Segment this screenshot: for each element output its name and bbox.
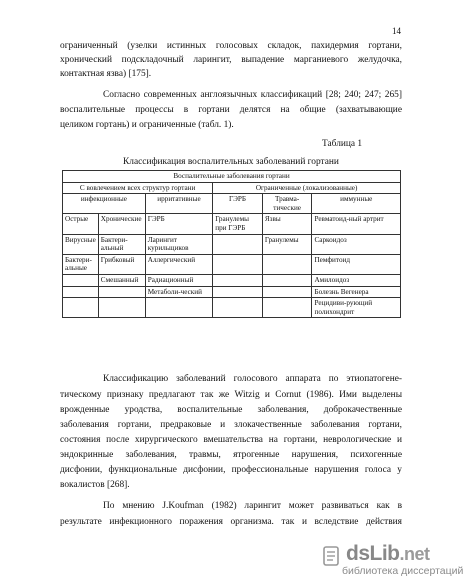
table-cell: Гранулемы: [262, 234, 312, 254]
table-cell: Хронические: [98, 214, 145, 234]
table-cell: ГЭРБ: [145, 214, 212, 234]
paragraph-3-line-6: эндокринные заболевания, травмы, ятрогенные нарушения, психогенные: [60, 450, 402, 460]
table-sub-trauma: Травма-тические: [262, 194, 312, 214]
paragraph-1-line-1: ограниченный (узелки истинных голосовых складок, пахидермия гортани,: [60, 41, 402, 51]
table-cell: Амилоидоз: [312, 274, 401, 286]
table-sub-gerd: ГЭРБ: [213, 194, 263, 214]
table-cell: Ларингит курильщиков: [145, 234, 212, 254]
table-sub-irritative: ирритативные: [145, 194, 212, 214]
table-cell: Бактери-альные: [63, 254, 99, 274]
table-cell: Радиационный: [145, 274, 212, 286]
table-row: [63, 274, 401, 286]
table-row: [63, 214, 401, 234]
table-cell: [213, 254, 263, 274]
table-cell: Метаболи-ческий: [145, 286, 212, 298]
watermark-brand: [346, 542, 430, 566]
table-cell: [63, 286, 99, 298]
classification-table: [62, 170, 401, 318]
table-cell: [262, 254, 312, 274]
table-cell: Аллергический: [145, 254, 212, 274]
table-group-row: [63, 182, 401, 194]
table-cell: Острые: [63, 214, 99, 234]
paragraph-1-line-3: контактная язва) [175].: [60, 69, 152, 79]
paragraph-3-line-3: врожденные уродства, воспалительные заболевания, доброкачественные: [60, 405, 402, 415]
table-cell: [98, 286, 145, 298]
table-cell: [213, 274, 263, 286]
table-cell: Вирусные: [63, 234, 99, 254]
table-sub-infectious: инфекционные: [63, 194, 146, 214]
table-cell: [213, 234, 263, 254]
table-cell: Смешанный: [98, 274, 145, 286]
table-cell: [262, 298, 312, 318]
table-cell: Гранулемы при ГЭРБ: [213, 214, 263, 234]
paragraph-3-line-2: тическому признаку предлагают так же Witzig и Cornut (1986). Ими выделены: [60, 390, 402, 400]
watermark-subtitle: библиотека диссертаций: [342, 565, 463, 577]
table-cell: Болезнь Вегенера: [312, 286, 401, 298]
table-row: [63, 234, 401, 254]
table-label: Таблица 1: [322, 139, 363, 149]
table-row: [63, 286, 401, 298]
table-cell: Грибковый: [98, 254, 145, 274]
table-cell: [262, 286, 312, 298]
watermark: [322, 542, 463, 578]
table-cell: [63, 298, 99, 318]
paragraph-2-line-1: Согласно современных англоязычных классификаций [28; 240; 247; 265]: [103, 90, 402, 100]
table-header-row: [63, 171, 401, 183]
paragraph-2-line-3: целиком гортань) и ограниченные (табл. 1).: [60, 120, 234, 130]
table-cell: [145, 298, 212, 318]
watermark-brand-name: dsLib: [346, 542, 400, 565]
table-header-main: Воспалительные заболевания гортани: [63, 171, 401, 183]
table-cell: Бактери-альный: [98, 234, 145, 254]
paragraph-3-line-8: вокалистов [268].: [60, 480, 130, 490]
page-number: 14: [392, 26, 401, 36]
watermark-brand-tld: .net: [399, 544, 430, 564]
table-group-limited: Ограниченные (локализованные): [213, 182, 401, 194]
table-cell: [213, 286, 263, 298]
table-title: Классификация воспалительных заболеваний гортани: [123, 157, 339, 167]
table-cell: [213, 298, 263, 318]
paragraph-4-line-1: По мнению J.Koufman (1982) ларингит может развиваться как в: [103, 501, 402, 511]
table-group-general: С вовлечением всех структур гортани: [63, 182, 213, 194]
table-cell: Пемфитоид: [312, 254, 401, 274]
paragraph-2-line-2: воспалительные процессы в гортани делятся на общие (захватывающие: [60, 105, 402, 115]
table-subheader-row: [63, 194, 401, 214]
paragraph-3-line-1: Классификацию заболеваний голосового аппарата по этиопатогене-: [103, 374, 402, 384]
table-cell: Рецидиви-рующий полихондрит: [312, 298, 401, 318]
table-cell: Язвы: [262, 214, 312, 234]
table-cell: Саркоидоз: [312, 234, 401, 254]
table-sub-immune: иммунные: [312, 194, 401, 214]
table-cell: [262, 274, 312, 286]
table-cell: Ревматоид-ный артрит: [312, 214, 401, 234]
table-cell: [63, 274, 99, 286]
paragraph-3-line-7: дисфонии, функциональные дисфонии, профессиональные нарушения голоса у: [60, 465, 402, 475]
dslib-logo-icon: [322, 545, 342, 567]
paragraph-1-line-2: хронический подскладочный ларингит, выпадение марганиевого желудочка,: [60, 55, 402, 65]
table-row: [63, 298, 401, 318]
paragraph-3-line-5: состояния после хирургического вмешательства на гортани, неврологические и: [60, 435, 402, 445]
table-cell: [98, 298, 145, 318]
paragraph-4-line-2: результате инфекционного поражения организма. так и вследствие действия: [60, 517, 402, 527]
table-row: [63, 254, 401, 274]
paragraph-3-line-4: заболевания гортани, предраковые и злокачественные заболевания гортани,: [60, 420, 402, 430]
